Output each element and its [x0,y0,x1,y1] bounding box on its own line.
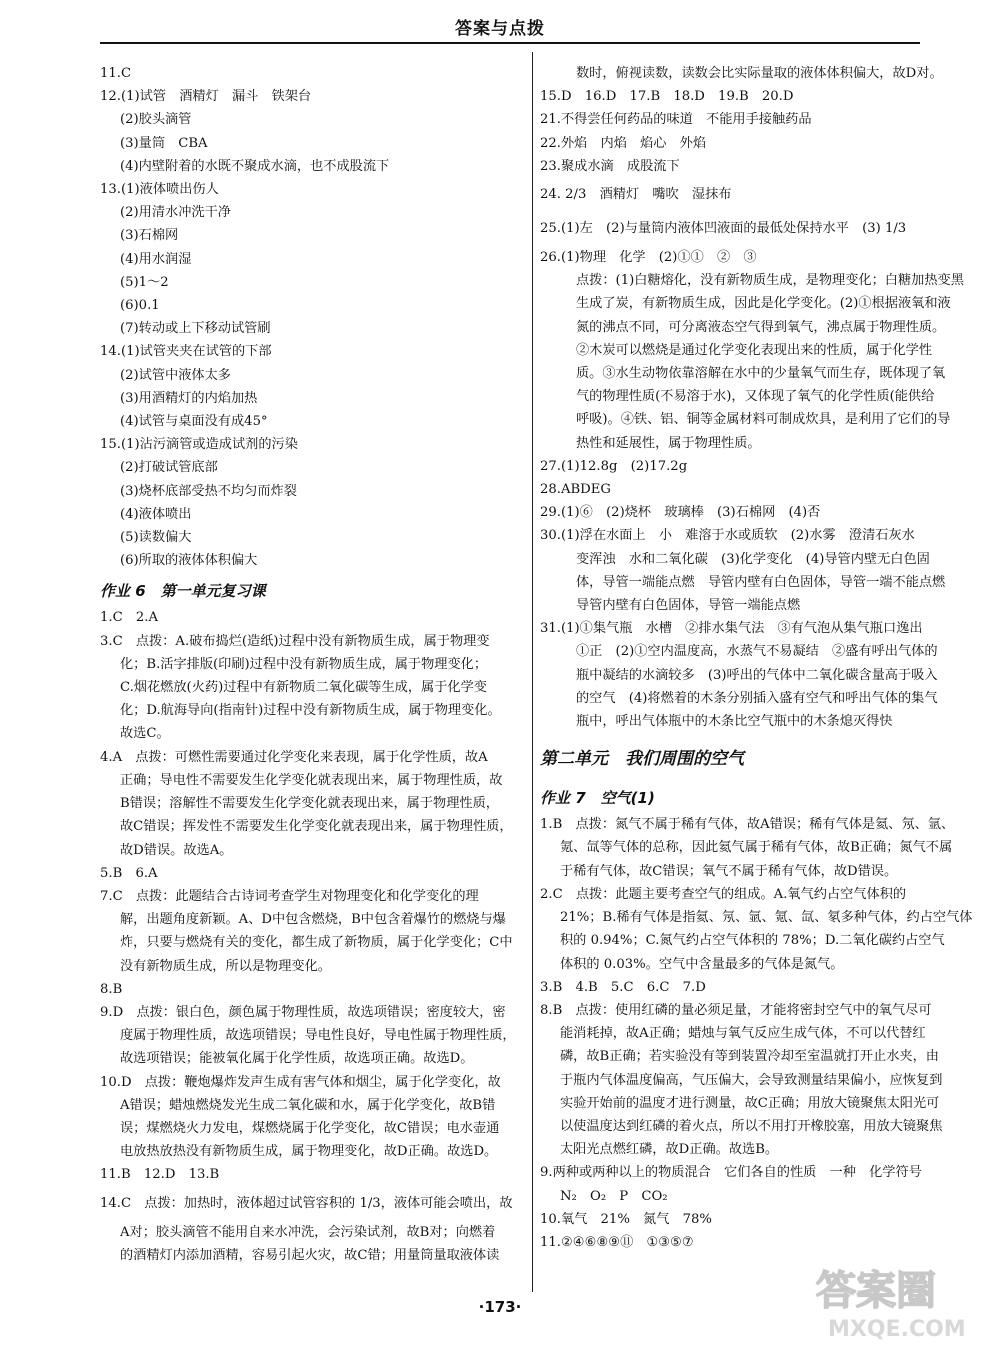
answer-line: 于稀有气体，故C错误；氧气不属于稀有气体，故D错误。 [560,863,898,879]
answer-line: (3)量筒 CBA [120,135,208,151]
answer-line: 没有新物质生成，所以是物理变化。 [120,958,331,974]
answer-line: (2)试管中液体太多 [120,367,231,383]
answer-line: A错误；蜡烛燃烧发光生成二氧化碳和水，属于化学变化，故B错 [120,1097,496,1113]
answer-line: 导管内壁有白色固体，导管一端能点燃 [576,598,801,614]
answer-line: 14.C 点拨：加热时，液体超过试管容积的 1/3，液体可能会喷出，故 [100,1195,513,1211]
answer-line: 变浑浊 水和二氧化碳 (3)化学变化 (4)导管内壁无白色固 [576,551,930,567]
answer-line: 正确；导电性不需要发生化学变化就表现出来，属于物理性质，故 [120,772,503,788]
answer-line: 12.(1)试管 酒精灯 漏斗 铁架台 [100,89,312,105]
answer-line: 气的物理性质(不易溶于水)，又体现了氧气的化学性质(能供给 [576,389,935,405]
answer-line: 太阳光点燃红磷，故D正确。故选B。 [560,1142,779,1158]
answer-line: 30.(1)浮在水面上 小 难溶于水或质软 (2)水雾 澄清石灰水 [540,528,915,544]
answer-line: 29.(1)⑥ (2)烧杯 玻璃棒 (3)石棉网 (4)否 [540,505,821,521]
answer-line: 以使温度达到红磷的着火点，所以不用打开橡胶塞，用放大镜聚焦 [560,1118,943,1134]
watermark-url: MXQE.COM [828,1317,966,1342]
answer-line: 炸，只要与燃烧有关的变化，都生成了新物质，属于化学变化；C中 [120,935,513,951]
answer-line: ②木炭可以燃烧是通过化学变化表现出来的性质，属于化学性 [576,342,933,358]
answer-line: 化；D.航海导向(指南针)过程中没有新物质生成，属于物理变化。 [120,703,501,719]
watermark-logo [808,1252,988,1342]
answer-line: 化；B.活字排版(印刷)过程中没有新物质生成，属于物理变化； [120,656,488,672]
column-divider [532,52,533,1292]
answer-line: N₂ O₂ P CO₂ [560,1188,668,1204]
answer-line: 误；煤燃烧火力发电，煤燃烧属于化学变化，故C错误；电水壶通 [120,1120,500,1136]
answer-line: 26.(1)物理 化学 (2)①① ② ③ [540,250,757,266]
answer-line: 热性和延展性，属于物理性质。 [576,435,761,451]
answer-line: 故选C。 [120,726,170,742]
answer-line: (5)1～2 [120,274,169,290]
answer-line: 8.B 点拨：使用红磷的量必须足量，才能将密封空气中的氧气尽可 [540,1002,932,1018]
answer-line: 体，导管一端能点燃 导管内壁有白色固体，导管一端不能点燃 [576,574,946,590]
answer-line: (4)液体喷出 [120,506,192,522]
answer-line: (6)所取的液体体积偏大 [120,553,258,569]
answer-line: (4)试管与桌面没有成45° [120,414,268,430]
answer-line: 体积的 0.03%。空气中含量最多的气体是氮气。 [560,956,844,972]
answer-line: (3)石棉网 [120,228,179,244]
answer-line: 1.C 2.A [100,610,158,626]
answer-line: 能消耗掉，故A正确；蜡烛与氧气反应生成气体，不可以代替红 [560,1026,926,1042]
answer-line: 24. 2/3 酒精灯 嘴吹 湿抹布 [540,187,732,203]
answer-line: 11.B 12.D 13.B [100,1167,220,1183]
answer-line: 7.C 点拨：此题结合古诗词考查学生对物理变化和化学变化的理 [100,888,479,904]
page-number: ·173· [478,1298,522,1316]
answer-line: 积的 0.94%；C.氮气约占空气体积的 78%；D.二氧化碳约占空气 [560,933,945,949]
answer-line: 11.C [100,66,132,81]
answer-line: 25.(1)左 (2)与量筒内液体凹液面的最低处保持水平 (3) 1/3 [540,221,907,237]
answer-line: 的酒精灯内添加酒精，容易引起火灾，故C错；用量筒量取液体读 [120,1247,500,1263]
answer-line: 11.②④⑥⑧⑨⑪ ①③⑤⑦ [540,1234,694,1250]
answer-line: 31.(1)①集气瓶 水槽 ②排水集气法 ③有气泡从集气瓶口逸出 [540,621,923,637]
answer-line: 22.外焰 内焰 焰心 外焰 [540,135,707,151]
answer-line: 瓶中凝结的水滴较多 (3)呼出的气体中二氧化碳含量高于吸入 [576,667,938,683]
answer-line: 3.B 4.B 5.C 6.C 7.D [540,979,706,995]
answer-line: 故选项错误；能被氧化属于化学性质，故选项正确。故选D。 [120,1051,474,1067]
answer-line: C.烟花燃放(火药)过程中有新物质二氧化碳等生成，属于化学变 [120,680,487,696]
answer-line: 度属于物理性质，故选项错误；导电性良好，导电性属于物理性质， [120,1028,516,1044]
answer-line: (4)用水润湿 [120,251,192,267]
answer-line: 14.(1)试管夹夹在试管的下部 [100,344,272,360]
answer-line: 瓶中，呼出气体瓶中的木条比空气瓶中的木条熄灭得快 [576,714,893,730]
answer-line: 的空气 (4)将燃着的木条分别插入盛有空气和呼出气体的集气 [576,690,938,706]
answer-line: 1.B 点拨：氮气不属于稀有气体，故A错误；稀有气体是氦、氖、氩、 [540,817,955,833]
answer-line: B错误；溶解性不需要发生化学变化就表现出来，属于物理性质， [120,796,499,812]
answer-line: 27.(1)12.8g (2)17.2g [540,458,688,474]
answer-line: 电放热放热没有新物质生成，属于物理变化，故D正确。故选D。 [120,1144,498,1160]
answer-line: 故C错误；挥发性不需要发生化学变化就表现出来，属于物理性质， [120,819,513,835]
answer-line: 氪、氙等气体的总称，因此氦气属于稀有气体，故B正确；氮气不属 [560,840,953,856]
page-header-title: 答案与点拨 [455,19,545,39]
answer-line: 4.A 点拨：可燃性需要通过化学变化来表现，属于化学性质，故A [100,749,488,765]
answer-line: (3)烧杯底部受热不均匀而炸裂 [120,483,297,499]
answer-line: 23.聚成水滴 成股流下 [540,158,680,174]
answer-line: (2)打破试管底部 [120,460,218,476]
answer-line: 21%；B.稀有气体是指氦、氖、氩、氪、氙、氡多种气体，约占空气体 [560,910,973,926]
answer-line: 10.氧气 21% 氮气 78% [540,1211,712,1227]
answer-line: 28.ABDEG [540,482,611,498]
answer-line: (6)0.1 [120,298,160,314]
answer-line: 21.不得尝任何药品的味道 不能用手接触药品 [540,112,812,128]
answer-line: (7)转动或上下移动试管刷 [120,321,271,337]
answer-line: 呼吸)。④铁、铝、铜等金属材料可制成炊具，是利用了它们的导 [576,412,951,428]
answer-line: 2.C 点拨：此题主要考查空气的组成。A.氧气约占空气体积的 [540,886,907,902]
answer-line: 5.B 6.A [100,865,158,881]
right-column [540,62,973,1254]
answer-line: 9.D 点拨：银白色，颜色属于物理性质，故选项错误；密度较大，密 [100,1004,506,1020]
answer-line: 点拨：(1)白糖熔化，没有新物质生成，是物理变化；白糖加热变黑 [576,273,964,289]
answer-line: 氮的沸点不同，可分离液态空气得到氧气，沸点属于物理性质。 [576,319,946,335]
answer-line: (4)内壁附着的水既不聚成水滴，也不成股流下 [120,158,390,174]
watermark-text: 答案圈 [816,1268,936,1314]
answer-line: 磷，故B正确；若实验没有等到装置冷却至室温就打开止水夹，由 [560,1049,939,1065]
answer-line: 解，出题角度新颖。A、D中包含燃烧，B中包含着爆竹的燃烧与爆 [120,912,506,928]
header-rule [100,42,920,44]
answer-line: (5)读数偏大 [120,530,192,546]
answer-line: 9.两种或两种以上的物质混合 它们各自的性质 一种 化学符号 [540,1165,922,1181]
left-column [100,62,524,1267]
answer-line: 生成了炭，有新物质生成，因此是化学变化。(2)①根据液氧和液 [576,296,951,312]
answer-line: (2)用清水冲洗干净 [120,205,231,221]
answer-line: 13.(1)液体喷出伤人 [100,182,219,198]
answer-line: 15.(1)沾污滴管或造成试剂的污染 [100,437,298,453]
answer-line: 质。③水生动物依靠溶解在水中的少量氧气而生存，既体现了氧 [576,366,946,382]
answer-line: A对；胶头滴管不能用自来水冲洗，会污染试剂，故B对；向燃着 [120,1224,496,1240]
answer-line: (2)胶头滴管 [120,112,192,128]
answer-line: 10.D 点拨：鞭炮爆炸发声生成有害气体和烟尘，属于化学变化，故 [100,1074,501,1090]
answer-line: 数时，俯视读数，读数会比实际量取的液体体积偏大，故D对。 [576,66,943,81]
answer-line: 15.D 16.D 17.B 18.D 19.B 20.D [540,89,794,105]
unit-heading: 第二单元 我们周围的空气 [540,749,744,770]
answer-line: 于瓶内气体温度偏高，气压偏大，会导致测量结果偏小，应恢复到 [560,1072,943,1088]
answer-line: 3.C 点拨：A.破布捣烂(造纸)过程中没有新物质生成，属于物理变 [100,633,490,649]
answer-line: ①正 (2)①空内温度高，水蒸气不易凝结 ②盛有呼出气体的 [576,644,938,660]
section-heading: 作业 7 空气(1) [540,789,655,808]
answer-line: (3)用酒精灯的内焰加热 [120,390,258,406]
answer-line: 故D错误。故选A。 [120,842,233,858]
answer-line: 实验开始前的温度才进行测量，故C正确；用放大镜聚焦太阳光可 [560,1095,940,1111]
answer-line: 8.B [100,981,123,997]
section-heading: 作业 6 第一单元复习课 [100,582,266,601]
